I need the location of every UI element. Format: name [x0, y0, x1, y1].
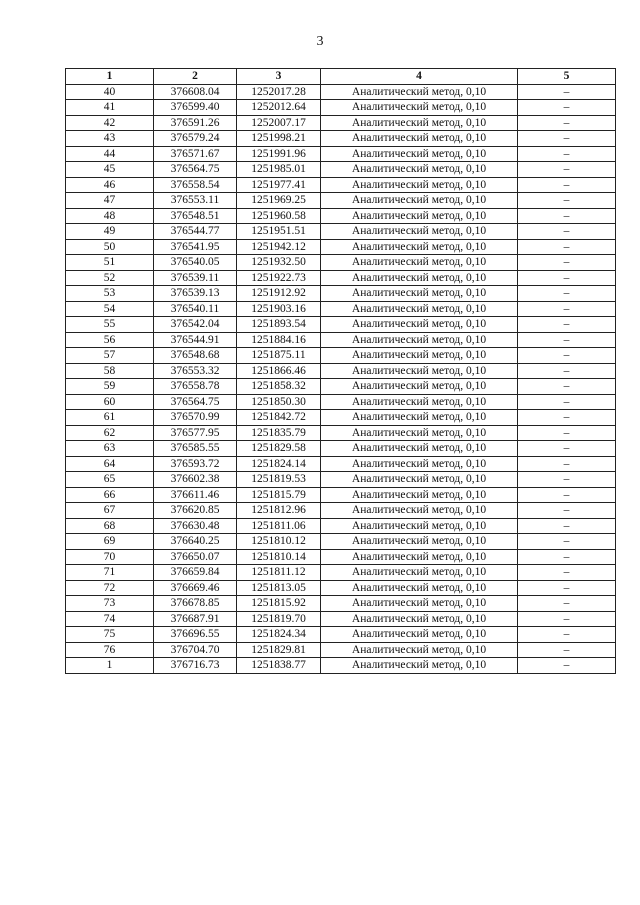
cell-x-coordinate: 376630.48: [154, 518, 237, 534]
cell-y-coordinate: 1251815.92: [237, 596, 321, 612]
cell-note: –: [518, 394, 616, 410]
cell-note: –: [518, 270, 616, 286]
cell-method-accuracy: Аналитический метод, 0,10: [321, 270, 518, 286]
cell-note: –: [518, 224, 616, 240]
cell-note: –: [518, 441, 616, 457]
cell-method-accuracy: Аналитический метод, 0,10: [321, 162, 518, 178]
cell-y-coordinate: 1251819.70: [237, 611, 321, 627]
cell-method-accuracy: Аналитический метод, 0,10: [321, 441, 518, 457]
cell-note: –: [518, 410, 616, 426]
cell-point-number: 55: [66, 317, 154, 333]
cell-point-number: 74: [66, 611, 154, 627]
cell-x-coordinate: 376544.77: [154, 224, 237, 240]
cell-method-accuracy: Аналитический метод, 0,10: [321, 286, 518, 302]
cell-method-accuracy: Аналитический метод, 0,10: [321, 332, 518, 348]
cell-method-accuracy: Аналитический метод, 0,10: [321, 472, 518, 488]
cell-note: –: [518, 518, 616, 534]
table-row: [66, 472, 616, 488]
cell-method-accuracy: Аналитический метод, 0,10: [321, 596, 518, 612]
cell-point-number: 62: [66, 425, 154, 441]
cell-note: –: [518, 286, 616, 302]
table-row: [66, 162, 616, 178]
table-row: [66, 239, 616, 255]
cell-y-coordinate: 1251810.14: [237, 549, 321, 565]
table-row: [66, 348, 616, 364]
cell-x-coordinate: 376611.46: [154, 487, 237, 503]
table-row: [66, 534, 616, 550]
table-row: [66, 100, 616, 116]
cell-y-coordinate: 1251951.51: [237, 224, 321, 240]
cell-method-accuracy: Аналитический метод, 0,10: [321, 177, 518, 193]
table-row: [66, 131, 616, 147]
page-number: 3: [316, 34, 324, 49]
cell-x-coordinate: 376593.72: [154, 456, 237, 472]
cell-x-coordinate: 376704.70: [154, 642, 237, 658]
cell-y-coordinate: 1251985.01: [237, 162, 321, 178]
cell-note: –: [518, 425, 616, 441]
table-row: [66, 317, 616, 333]
cell-method-accuracy: Аналитический метод, 0,10: [321, 100, 518, 116]
cell-y-coordinate: 1251884.16: [237, 332, 321, 348]
cell-y-coordinate: 1251991.96: [237, 146, 321, 162]
cell-y-coordinate: 1251850.30: [237, 394, 321, 410]
cell-x-coordinate: 376571.67: [154, 146, 237, 162]
cell-method-accuracy: Аналитический метод, 0,10: [321, 410, 518, 426]
cell-x-coordinate: 376608.04: [154, 84, 237, 100]
cell-method-accuracy: Аналитический метод, 0,10: [321, 518, 518, 534]
cell-method-accuracy: Аналитический метод, 0,10: [321, 115, 518, 131]
table-row: [66, 565, 616, 581]
cell-method-accuracy: Аналитический метод, 0,10: [321, 363, 518, 379]
cell-x-coordinate: 376620.85: [154, 503, 237, 519]
cell-method-accuracy: Аналитический метод, 0,10: [321, 611, 518, 627]
cell-note: –: [518, 131, 616, 147]
cell-point-number: 58: [66, 363, 154, 379]
table-row: [66, 208, 616, 224]
header-col-5: 5: [518, 69, 616, 85]
cell-method-accuracy: Аналитический метод, 0,10: [321, 565, 518, 581]
cell-y-coordinate: 1251829.81: [237, 642, 321, 658]
table-row: [66, 115, 616, 131]
cell-y-coordinate: 1251903.16: [237, 301, 321, 317]
cell-note: –: [518, 193, 616, 209]
cell-x-coordinate: 376659.84: [154, 565, 237, 581]
cell-y-coordinate: 1251998.21: [237, 131, 321, 147]
cell-y-coordinate: 1251893.54: [237, 317, 321, 333]
header-col-4: 4: [321, 69, 518, 85]
cell-method-accuracy: Аналитический метод, 0,10: [321, 84, 518, 100]
cell-point-number: 50: [66, 239, 154, 255]
cell-point-number: 46: [66, 177, 154, 193]
cell-point-number: 41: [66, 100, 154, 116]
cell-y-coordinate: 1251824.34: [237, 627, 321, 643]
cell-x-coordinate: 376541.95: [154, 239, 237, 255]
cell-method-accuracy: Аналитический метод, 0,10: [321, 348, 518, 364]
cell-y-coordinate: 1251858.32: [237, 379, 321, 395]
cell-note: –: [518, 503, 616, 519]
cell-y-coordinate: 1251912.92: [237, 286, 321, 302]
cell-x-coordinate: 376539.11: [154, 270, 237, 286]
table-row: [66, 627, 616, 643]
cell-note: –: [518, 177, 616, 193]
cell-note: –: [518, 239, 616, 255]
cell-point-number: 49: [66, 224, 154, 240]
table-row: [66, 332, 616, 348]
cell-point-number: 73: [66, 596, 154, 612]
cell-method-accuracy: Аналитический метод, 0,10: [321, 580, 518, 596]
cell-note: –: [518, 534, 616, 550]
cell-x-coordinate: 376540.11: [154, 301, 237, 317]
coordinates-table: [65, 68, 616, 674]
table-row: [66, 611, 616, 627]
cell-point-number: 63: [66, 441, 154, 457]
table-row: [66, 658, 616, 674]
cell-y-coordinate: 1252017.28: [237, 84, 321, 100]
cell-x-coordinate: 376564.75: [154, 162, 237, 178]
cell-y-coordinate: 1251811.12: [237, 565, 321, 581]
cell-x-coordinate: 376553.32: [154, 363, 237, 379]
cell-x-coordinate: 376591.26: [154, 115, 237, 131]
cell-method-accuracy: Аналитический метод, 0,10: [321, 208, 518, 224]
cell-point-number: 66: [66, 487, 154, 503]
cell-x-coordinate: 376640.25: [154, 534, 237, 550]
cell-y-coordinate: 1251813.05: [237, 580, 321, 596]
cell-x-coordinate: 376599.40: [154, 100, 237, 116]
cell-y-coordinate: 1251977.41: [237, 177, 321, 193]
cell-point-number: 68: [66, 518, 154, 534]
cell-method-accuracy: Аналитический метод, 0,10: [321, 503, 518, 519]
table-row: [66, 84, 616, 100]
cell-note: –: [518, 84, 616, 100]
cell-x-coordinate: 376540.05: [154, 255, 237, 271]
cell-point-number: 60: [66, 394, 154, 410]
cell-point-number: 76: [66, 642, 154, 658]
cell-method-accuracy: Аналитический метод, 0,10: [321, 224, 518, 240]
table-row: [66, 286, 616, 302]
cell-y-coordinate: 1251842.72: [237, 410, 321, 426]
cell-method-accuracy: Аналитический метод, 0,10: [321, 642, 518, 658]
cell-point-number: 61: [66, 410, 154, 426]
cell-y-coordinate: 1251812.96: [237, 503, 321, 519]
cell-note: –: [518, 348, 616, 364]
cell-note: –: [518, 580, 616, 596]
table-header-row: [66, 69, 616, 85]
cell-x-coordinate: 376548.51: [154, 208, 237, 224]
cell-x-coordinate: 376669.46: [154, 580, 237, 596]
cell-point-number: 53: [66, 286, 154, 302]
table-row: [66, 177, 616, 193]
cell-method-accuracy: Аналитический метод, 0,10: [321, 255, 518, 271]
cell-x-coordinate: 376544.91: [154, 332, 237, 348]
cell-x-coordinate: 376579.24: [154, 131, 237, 147]
table-row: [66, 642, 616, 658]
table-row: [66, 379, 616, 395]
cell-method-accuracy: Аналитический метод, 0,10: [321, 239, 518, 255]
cell-y-coordinate: 1251835.79: [237, 425, 321, 441]
table-row: [66, 146, 616, 162]
cell-point-number: 54: [66, 301, 154, 317]
table-row: [66, 410, 616, 426]
header-col-2: 2: [154, 69, 237, 85]
cell-point-number: 43: [66, 131, 154, 147]
cell-note: –: [518, 363, 616, 379]
cell-y-coordinate: 1251875.11: [237, 348, 321, 364]
table-row: [66, 394, 616, 410]
cell-note: –: [518, 100, 616, 116]
table-row: [66, 549, 616, 565]
cell-x-coordinate: 376716.73: [154, 658, 237, 674]
table-row: [66, 301, 616, 317]
cell-y-coordinate: 1251815.79: [237, 487, 321, 503]
cell-note: –: [518, 472, 616, 488]
cell-method-accuracy: Аналитический метод, 0,10: [321, 658, 518, 674]
cell-y-coordinate: 1251969.25: [237, 193, 321, 209]
cell-method-accuracy: Аналитический метод, 0,10: [321, 146, 518, 162]
cell-point-number: 69: [66, 534, 154, 550]
cell-note: –: [518, 596, 616, 612]
cell-y-coordinate: 1252012.64: [237, 100, 321, 116]
cell-method-accuracy: Аналитический метод, 0,10: [321, 456, 518, 472]
cell-y-coordinate: 1251838.77: [237, 658, 321, 674]
cell-note: –: [518, 565, 616, 581]
table-row: [66, 441, 616, 457]
cell-point-number: 52: [66, 270, 154, 286]
table-row: [66, 193, 616, 209]
header-col-1: 1: [66, 69, 154, 85]
cell-point-number: 44: [66, 146, 154, 162]
cell-y-coordinate: 1251811.06: [237, 518, 321, 534]
cell-note: –: [518, 379, 616, 395]
cell-point-number: 57: [66, 348, 154, 364]
cell-method-accuracy: Аналитический метод, 0,10: [321, 301, 518, 317]
table-row: [66, 425, 616, 441]
cell-y-coordinate: 1251866.46: [237, 363, 321, 379]
cell-method-accuracy: Аналитический метод, 0,10: [321, 379, 518, 395]
cell-note: –: [518, 487, 616, 503]
cell-note: –: [518, 642, 616, 658]
cell-point-number: 67: [66, 503, 154, 519]
cell-x-coordinate: 376570.99: [154, 410, 237, 426]
cell-x-coordinate: 376542.04: [154, 317, 237, 333]
cell-note: –: [518, 208, 616, 224]
cell-point-number: 51: [66, 255, 154, 271]
cell-note: –: [518, 146, 616, 162]
cell-point-number: 45: [66, 162, 154, 178]
cell-note: –: [518, 162, 616, 178]
cell-x-coordinate: 376696.55: [154, 627, 237, 643]
cell-point-number: 64: [66, 456, 154, 472]
cell-x-coordinate: 376650.07: [154, 549, 237, 565]
cell-y-coordinate: 1251942.12: [237, 239, 321, 255]
cell-note: –: [518, 658, 616, 674]
cell-x-coordinate: 376687.91: [154, 611, 237, 627]
cell-y-coordinate: 1251810.12: [237, 534, 321, 550]
cell-method-accuracy: Аналитический метод, 0,10: [321, 317, 518, 333]
cell-method-accuracy: Аналитический метод, 0,10: [321, 487, 518, 503]
cell-y-coordinate: 1251829.58: [237, 441, 321, 457]
cell-point-number: 40: [66, 84, 154, 100]
cell-note: –: [518, 611, 616, 627]
table-row: [66, 503, 616, 519]
cell-y-coordinate: 1252007.17: [237, 115, 321, 131]
cell-x-coordinate: 376602.38: [154, 472, 237, 488]
cell-method-accuracy: Аналитический метод, 0,10: [321, 425, 518, 441]
cell-method-accuracy: Аналитический метод, 0,10: [321, 534, 518, 550]
table-row: [66, 255, 616, 271]
cell-y-coordinate: 1251819.53: [237, 472, 321, 488]
cell-note: –: [518, 255, 616, 271]
table-row: [66, 224, 616, 240]
cell-note: –: [518, 317, 616, 333]
cell-point-number: 70: [66, 549, 154, 565]
cell-note: –: [518, 549, 616, 565]
cell-note: –: [518, 627, 616, 643]
cell-x-coordinate: 376558.54: [154, 177, 237, 193]
table-row: [66, 487, 616, 503]
cell-note: –: [518, 332, 616, 348]
cell-method-accuracy: Аналитический метод, 0,10: [321, 627, 518, 643]
cell-note: –: [518, 456, 616, 472]
table-body: [66, 84, 616, 673]
cell-x-coordinate: 376548.68: [154, 348, 237, 364]
cell-x-coordinate: 376678.85: [154, 596, 237, 612]
cell-x-coordinate: 376553.11: [154, 193, 237, 209]
table-row: [66, 518, 616, 534]
cell-point-number: 42: [66, 115, 154, 131]
header-col-3: 3: [237, 69, 321, 85]
cell-x-coordinate: 376558.78: [154, 379, 237, 395]
table-row: [66, 596, 616, 612]
cell-method-accuracy: Аналитический метод, 0,10: [321, 131, 518, 147]
cell-point-number: 65: [66, 472, 154, 488]
cell-point-number: 59: [66, 379, 154, 395]
cell-y-coordinate: 1251824.14: [237, 456, 321, 472]
cell-point-number: 72: [66, 580, 154, 596]
cell-point-number: 1: [66, 658, 154, 674]
cell-x-coordinate: 376539.13: [154, 286, 237, 302]
cell-method-accuracy: Аналитический метод, 0,10: [321, 549, 518, 565]
cell-x-coordinate: 376585.55: [154, 441, 237, 457]
cell-y-coordinate: 1251932.50: [237, 255, 321, 271]
cell-x-coordinate: 376577.95: [154, 425, 237, 441]
table-row: [66, 270, 616, 286]
cell-y-coordinate: 1251960.58: [237, 208, 321, 224]
cell-point-number: 56: [66, 332, 154, 348]
cell-point-number: 71: [66, 565, 154, 581]
table-row: [66, 580, 616, 596]
cell-point-number: 48: [66, 208, 154, 224]
cell-point-number: 75: [66, 627, 154, 643]
table-row: [66, 363, 616, 379]
cell-x-coordinate: 376564.75: [154, 394, 237, 410]
table-row: [66, 456, 616, 472]
cell-y-coordinate: 1251922.73: [237, 270, 321, 286]
cell-note: –: [518, 115, 616, 131]
cell-point-number: 47: [66, 193, 154, 209]
cell-method-accuracy: Аналитический метод, 0,10: [321, 193, 518, 209]
cell-note: –: [518, 301, 616, 317]
cell-method-accuracy: Аналитический метод, 0,10: [321, 394, 518, 410]
